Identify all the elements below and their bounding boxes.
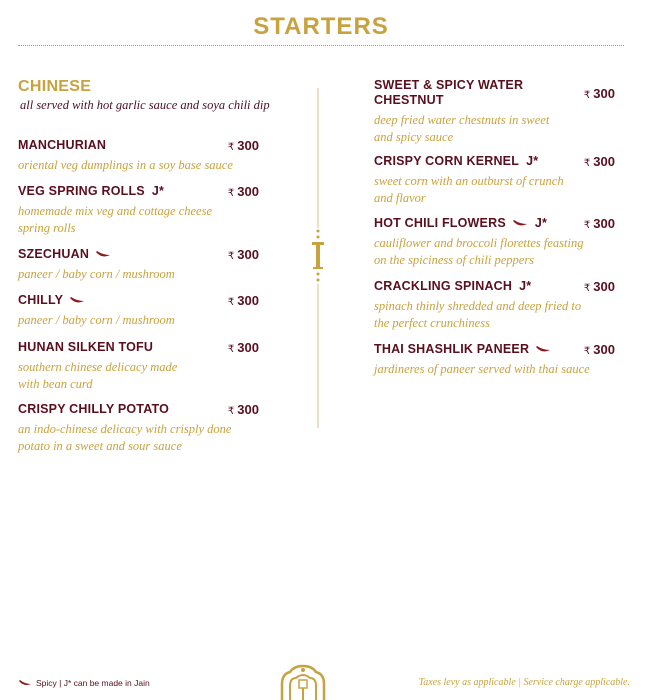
menu-item-price <box>228 247 259 262</box>
menu-item <box>18 184 259 236</box>
restaurant-logo <box>276 664 330 700</box>
section-title: CHINESE <box>18 78 92 95</box>
menu-item-description <box>374 173 615 206</box>
menu-item <box>18 247 259 283</box>
menu-item-name <box>374 154 615 169</box>
menu-item-description <box>18 266 259 283</box>
menu-item-name-line: CRISPY CORN KERNEL J* <box>374 154 539 168</box>
menu-item-name-line: CHESTNUT <box>374 93 444 107</box>
ornamental-divider <box>317 88 319 428</box>
chili-icon <box>512 220 528 228</box>
menu-item <box>18 340 259 392</box>
description-line: and spicy sauce <box>374 129 454 144</box>
menu-item-name <box>18 402 259 417</box>
menu-item-price <box>584 216 615 231</box>
rupee-symbol: ₹ <box>227 142 235 153</box>
description-line: spring rolls <box>18 220 76 235</box>
menu-item-description <box>374 298 615 331</box>
jain-mark: J* <box>519 279 532 293</box>
footer-note: Taxes levy as applicable | Service charge applicable. <box>418 677 630 688</box>
description-line: with bean curd <box>18 376 93 391</box>
menu-item <box>18 402 259 454</box>
menu-item <box>374 78 615 145</box>
menu-item-price <box>228 293 259 308</box>
price-value: 300 <box>593 86 615 101</box>
price-value: 300 <box>237 138 259 153</box>
menu-item-description <box>374 235 615 268</box>
menu-item-header <box>18 247 259 265</box>
rupee-symbol: ₹ <box>227 297 235 308</box>
rupee-symbol: ₹ <box>227 188 235 199</box>
description-line: oriental veg dumplings in a soy base sauce <box>18 158 233 172</box>
menu-item-header <box>18 293 259 311</box>
menu-item-header <box>18 184 259 202</box>
rupee-symbol: ₹ <box>227 406 235 417</box>
menu-item-name-line: CRISPY CHILLY POTATO <box>18 402 170 416</box>
menu-item-price <box>584 154 615 169</box>
menu-item-header <box>374 342 615 360</box>
footer-legend <box>18 678 150 688</box>
price-value: 300 <box>237 293 259 308</box>
menu-item <box>18 293 259 329</box>
menu-item <box>374 342 615 378</box>
menu-item-name <box>374 342 615 357</box>
menu-item-name <box>374 216 615 231</box>
menu-item-name-line: THAI SHASHLIK PANEER <box>374 342 615 357</box>
rupee-symbol: ₹ <box>227 251 235 262</box>
price-value: 300 <box>593 279 615 294</box>
description-line: paneer / baby corn / mushroom <box>18 313 175 327</box>
rupee-symbol: ₹ <box>583 346 591 357</box>
jain-mark: J* <box>526 154 539 168</box>
menu-item-price <box>228 402 259 417</box>
description-line: homemade mix veg and cottage cheese <box>18 204 213 218</box>
chili-icon <box>535 346 551 354</box>
description-line: spinach thinly shredded and deep fried to <box>374 299 582 313</box>
rupee-symbol: ₹ <box>583 220 591 231</box>
price-value: 300 <box>593 342 615 357</box>
menu-item-name <box>374 279 615 294</box>
menu-item-header <box>374 216 615 234</box>
menu-item-header <box>18 138 259 156</box>
menu-item-name-line: SZECHUAN <box>18 247 259 262</box>
title-dotted-rule <box>18 45 624 46</box>
description-line: an indo-chinese delicacy with crisply done <box>18 422 232 436</box>
jain-mark: J* <box>151 184 165 198</box>
menu-item-header <box>18 402 259 420</box>
menu-item-name-line: CHILLY <box>18 293 259 308</box>
menu-item <box>374 279 615 331</box>
page-title: STARTERS <box>253 13 389 40</box>
menu-item-price <box>228 340 259 355</box>
jain-mark: J* <box>534 216 548 230</box>
menu-item-header <box>374 154 615 172</box>
price-value: 300 <box>237 340 259 355</box>
menu-item-name-line: SWEET & SPICY WATER <box>374 78 524 92</box>
description-line: and flavor <box>374 190 426 205</box>
rupee-symbol: ₹ <box>227 344 235 355</box>
chili-icon <box>95 251 111 259</box>
menu-item-name <box>18 340 259 355</box>
menu-item-description <box>374 112 615 145</box>
footer-legend-text: Spicy | J* can be made in Jain <box>36 678 150 688</box>
menu-item-name <box>18 138 259 153</box>
menu-item-name <box>18 293 259 308</box>
menu-item-name-line: VEG SPRING ROLLS J* <box>18 184 165 198</box>
menu-item-description <box>18 203 259 236</box>
chili-icon <box>18 680 32 687</box>
description-line: on the spiciness of chili peppers <box>374 252 535 267</box>
menu-item-description <box>18 359 259 392</box>
price-value: 300 <box>593 216 615 231</box>
menu-item-price <box>584 342 615 357</box>
price-value: 300 <box>237 247 259 262</box>
section-subtitle: all served with hot garlic sauce and soya chili dip <box>20 98 270 112</box>
menu-item <box>18 138 259 174</box>
price-value: 300 <box>237 184 259 199</box>
price-value: 300 <box>237 402 259 417</box>
rupee-symbol: ₹ <box>583 90 591 101</box>
description-line: southern chinese delicacy made <box>18 360 178 374</box>
menu-item-price <box>584 279 615 294</box>
menu-item-name-line: HOT CHILI FLOWERS J* <box>374 216 548 230</box>
menu-item-description <box>374 361 615 378</box>
description-line: deep fried water chestnuts in sweet <box>374 113 550 127</box>
chili-icon <box>69 297 85 305</box>
description-line: paneer / baby corn / mushroom <box>18 267 175 281</box>
menu-item-description <box>18 157 259 174</box>
menu-item <box>374 216 615 268</box>
description-line: the perfect crunchiness <box>374 315 490 330</box>
rupee-symbol: ₹ <box>583 283 591 294</box>
menu-item-name <box>18 184 259 199</box>
menu-item-header <box>374 78 615 111</box>
menu-item-description <box>18 312 259 329</box>
menu-item-name <box>374 78 615 108</box>
rupee-symbol: ₹ <box>583 158 591 169</box>
menu-item-price <box>228 138 259 153</box>
menu-item-name-line: MANCHURIAN <box>18 138 107 152</box>
price-value: 300 <box>593 154 615 169</box>
menu-item-name <box>18 247 259 262</box>
menu-item <box>374 154 615 206</box>
menu-item-description <box>18 421 259 454</box>
menu-item-header <box>18 340 259 358</box>
menu-item-name-line: HUNAN SILKEN TOFU <box>18 340 154 354</box>
menu-item-price <box>584 86 615 101</box>
description-line: sweet corn with an outburst of crunch <box>374 174 564 188</box>
description-line: cauliflower and broccoli florettes feasting <box>374 236 584 250</box>
description-line: jardineres of paneer served with thai sauce <box>374 362 590 376</box>
description-line: potato in a sweet and sour sauce <box>18 438 182 453</box>
menu-item-name-line: CRACKLING SPINACH J* <box>374 279 532 293</box>
menu-item-header <box>374 279 615 297</box>
menu-item-price <box>228 184 259 199</box>
